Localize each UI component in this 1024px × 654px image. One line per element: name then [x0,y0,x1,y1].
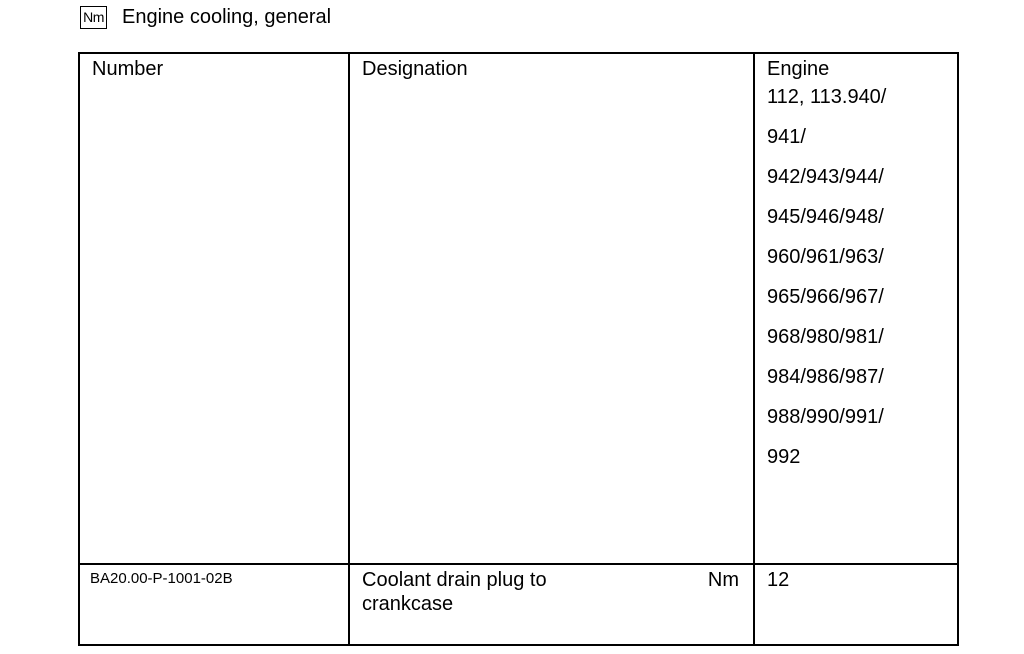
engine-variant: 965/966/967/ [767,286,884,308]
column-header-number: Number [92,58,164,80]
designation-block [350,565,753,616]
cell-number [79,564,349,645]
engine-variant: 942/943/944/ [767,166,884,188]
header-cell-engine [754,53,958,564]
page-header [80,4,331,30]
torque-nm-icon: Nm [80,6,107,29]
engine-variant: 112, 113.940/ [767,86,887,108]
column-header-designation: Designation [362,58,468,80]
column-header-engine: Engine [767,58,830,80]
engine-variant: 968/980/981/ [767,326,884,348]
header-cell-number [79,53,349,564]
engine-variant: 945/946/948/ [767,206,884,228]
engine-variant: 992 [767,446,801,468]
unit-label: Nm [707,569,739,591]
part-number: BA20.00-P-1001-02B [90,570,233,587]
cell-designation [349,564,754,645]
designation-text: Coolant drain plug to crankcase [362,569,547,615]
engine-header-block [755,54,957,485]
table-row [79,564,958,645]
torque-spec-table [78,52,959,646]
engine-variant: 941/ [767,126,806,148]
header-cell-designation [349,53,754,564]
page-title: Engine cooling, general [122,6,332,28]
engine-variant-list [767,85,947,485]
cell-value [754,564,958,645]
engine-variant: 984/986/987/ [767,366,884,388]
engine-variant: 988/990/991/ [767,406,884,428]
torque-value: 12 [767,569,790,591]
table-header-row [79,53,958,564]
engine-variant: 960/961/963/ [767,246,884,268]
